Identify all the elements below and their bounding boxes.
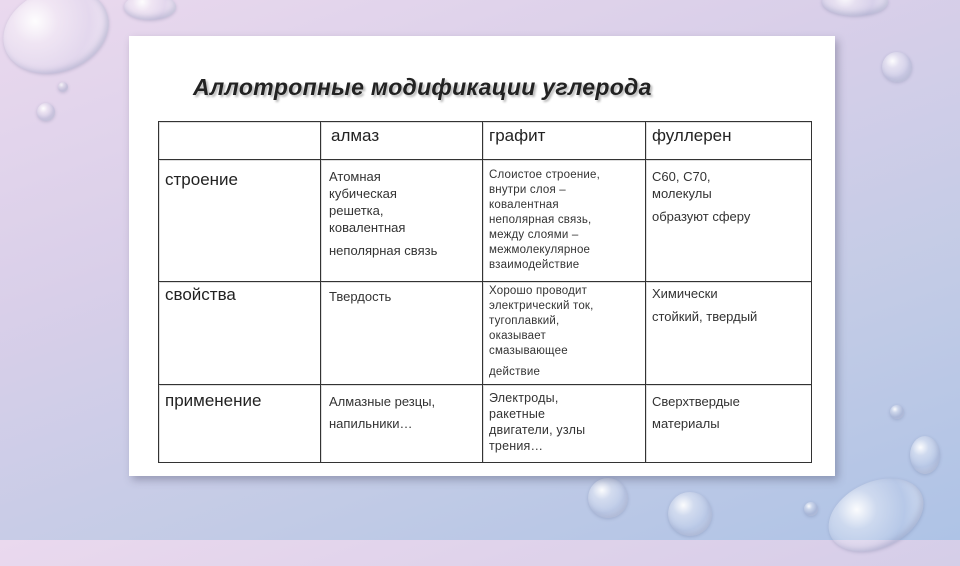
cell-line: межмолекулярное <box>489 244 591 256</box>
cell-structure-fullerene <box>646 160 812 282</box>
cell-line: С60, С70, <box>652 169 711 184</box>
cell-line: кубическая <box>329 186 397 201</box>
cell-line: внутри слоя – <box>489 184 566 196</box>
allotropes-table <box>158 121 812 463</box>
cell-line: молекулы <box>652 186 712 201</box>
cell-line: электрический ток, <box>489 300 594 312</box>
cell-line: неполярная связь <box>329 243 438 258</box>
bubble-decoration <box>882 52 912 82</box>
cell-line: взаимодействие <box>489 259 580 271</box>
cell-properties-fullerene <box>646 282 812 385</box>
cell-line: Сверхтвердые <box>652 394 740 409</box>
cell-line: Электроды, <box>489 391 559 405</box>
cell-line: Атомная <box>329 169 381 184</box>
bubble-decoration <box>804 502 818 516</box>
cell-application-fullerene <box>646 385 812 463</box>
cell-line: оказывает <box>489 330 546 342</box>
bubble-decoration <box>124 0 176 20</box>
bubble-decoration <box>37 103 55 121</box>
cell-line: действие <box>489 366 541 378</box>
cell-line: ракетные <box>489 407 546 421</box>
cell-line: Алмазные резцы, <box>329 394 436 409</box>
bubble-decoration <box>58 82 68 92</box>
cell-line: образуют сферу <box>652 209 751 224</box>
cell-line: Твердость <box>329 289 392 304</box>
cell-structure-graphite <box>483 160 646 282</box>
cell-line: решетка, <box>329 203 384 218</box>
cell-line: трения… <box>489 439 544 453</box>
cell-line: двигатели, узлы <box>489 423 586 437</box>
cell-line: напильники… <box>329 416 413 431</box>
cell-properties-graphite <box>483 282 646 385</box>
cell-application-diamond <box>321 385 483 463</box>
cell-line: между слоями – <box>489 229 579 241</box>
cell-line: тугоплавкий, <box>489 315 560 327</box>
row-label-properties: свойства <box>159 282 321 385</box>
bubble-decoration <box>817 464 936 566</box>
table-row-structure <box>159 160 812 282</box>
row-label-application: применение <box>159 385 321 463</box>
header-diamond: алмаз <box>321 122 483 160</box>
cell-line: неполярная связь, <box>489 214 592 226</box>
cell-line: Химически <box>652 286 718 301</box>
table-row-application <box>159 385 812 463</box>
slide-title: Аллотропные модификации углерода <box>193 74 652 100</box>
bubble-decoration <box>910 436 940 474</box>
row-label-structure: строение <box>159 160 321 282</box>
bubble-decoration <box>668 492 712 536</box>
table-header-row <box>159 122 812 160</box>
cell-line: Слоистое строение, <box>489 169 601 181</box>
cell-line: ковалентная <box>489 199 559 211</box>
bubble-decoration <box>822 0 888 16</box>
cell-line: стойкий, твердый <box>652 309 758 324</box>
bubble-decoration <box>0 0 121 88</box>
bubble-decoration <box>588 478 628 518</box>
header-empty-cell <box>159 122 321 160</box>
cell-line: смазывающее <box>489 345 568 357</box>
cell-line: материалы <box>652 416 720 431</box>
header-fullerene: фуллерен <box>646 122 812 160</box>
cell-application-graphite <box>483 385 646 463</box>
table-row-properties <box>159 282 812 385</box>
bubble-decoration <box>890 405 904 419</box>
header-graphite: графит <box>483 122 646 160</box>
cell-line: ковалентная <box>329 220 406 235</box>
cell-structure-diamond <box>321 160 483 282</box>
cell-line: Хорошо проводит <box>489 285 588 297</box>
cell-properties-diamond <box>321 282 483 385</box>
